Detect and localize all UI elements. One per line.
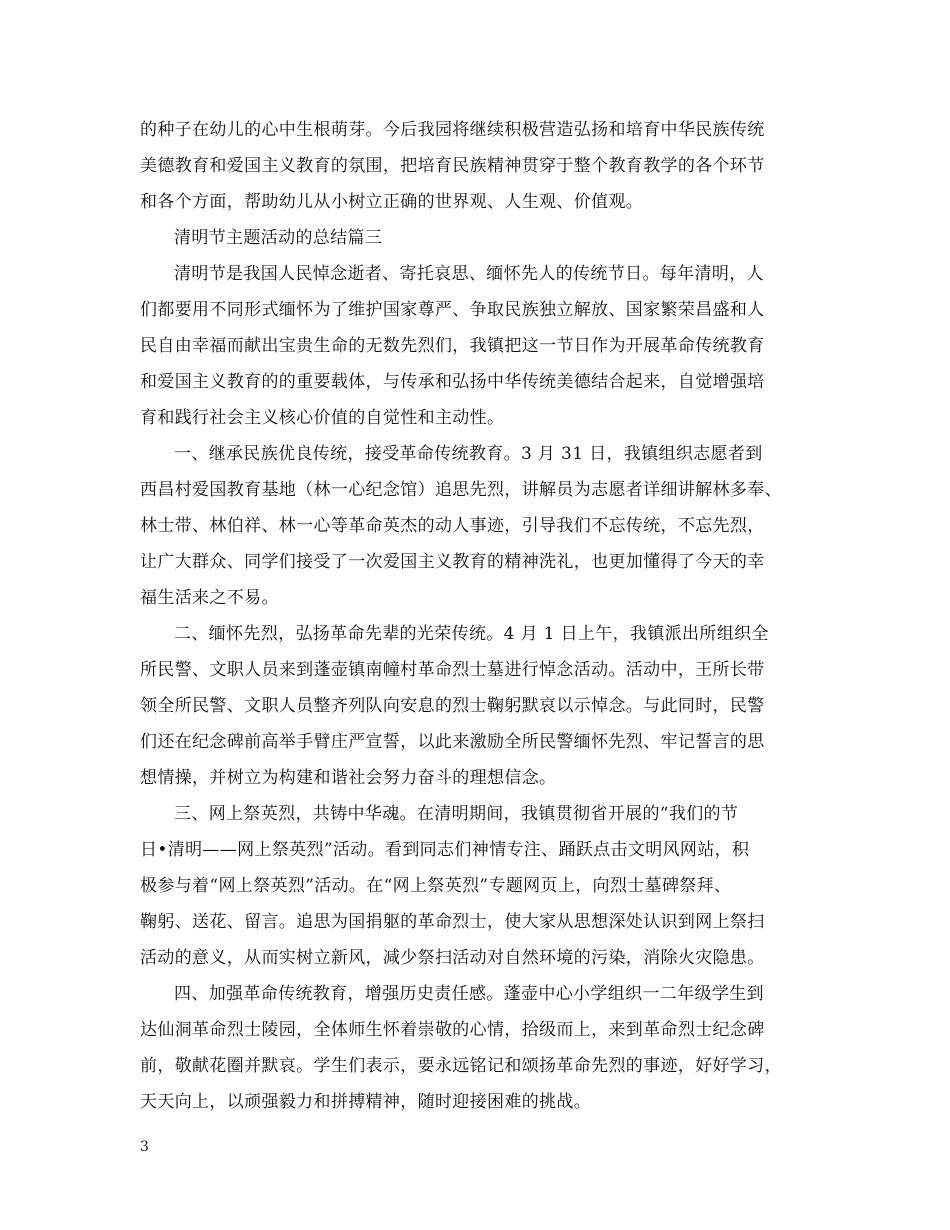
- text-line: 领全所民警、文职人员整齐列队向安息的烈士鞠躬默哀以示悼念。与此同时，民警: [140, 696, 765, 716]
- text-line: 二、缅怀先烈，弘扬革命先辈的光荣传统。4 月 1 日上午，我镇派出所组织全: [174, 624, 769, 644]
- text-line: 清明节主题活动的总结篇三: [174, 228, 383, 248]
- text-line: 前，敬献花圈并默哀。学生们表示，要永远铭记和颂扬革命先烈的事迹，好好学习，: [140, 1056, 782, 1076]
- text-line: 的种子在幼儿的心中生根萌芽。今后我园将继续积极营造弘扬和培育中华民族传统: [140, 120, 765, 140]
- text-line: 活动的意义，从而实树立新风，减少祭扫活动对自然环境的污染，消除火灾隐患。: [140, 948, 765, 968]
- text-line: 西昌村爱国教育基地（林一心纪念馆）追思先烈，讲解员为志愿者详细讲解林多奉、: [140, 480, 782, 500]
- text-line: 鞠躬、送花、留言。追思为国捐躯的革命烈士，使大家从思想深处认识到网上祭扫: [140, 912, 765, 932]
- text-line: 福生活来之不易。: [140, 588, 279, 608]
- text-line: 极参与着“网上祭英烈”活动。在“网上祭英烈”专题网页上，向烈士墓碑祭拜、: [140, 876, 732, 896]
- text-line: 和爱国主义教育的的重要载体，与传承和弘扬中华传统美德结合起来，自觉增强培: [140, 372, 765, 392]
- text-line: 想情操，并树立为构建和谐社会努力奋斗的理想信念。: [140, 768, 557, 788]
- text-line: 育和践行社会主义核心价值的自觉性和主动性。: [140, 408, 505, 428]
- text-line: 所民警、文职人员来到蓬壶镇南幢村革命烈士墓进行悼念活动。活动中，王所长带: [140, 660, 765, 680]
- text-line: 让广大群众、同学们接受了一次爱国主义教育的精神洗礼，也更加懂得了今天的幸: [140, 552, 765, 572]
- document-body: [140, 112, 820, 1120]
- text-line: 林士带、林伯祥、林一心等革命英杰的动人事迹，引导我们不忘传统，不忘先烈，: [140, 516, 765, 536]
- text-line: 美德教育和爱国主义教育的氛围，把培育民族精神贯穿于整个教育教学的各个环节: [140, 156, 765, 176]
- text-line: 民自由幸福而献出宝贵生命的无数先烈们，我镇把这一节日作为开展革命传统教育: [140, 336, 765, 356]
- text-line: 日•清明——网上祭英烈”活动。看到同志们神情专注、踊跃点击文明风网站，积: [140, 840, 750, 860]
- document-page: [140, 112, 820, 1120]
- text-line: 天天向上，以顽强毅力和拼搏精神，随时迎接困难的挑战。: [140, 1092, 592, 1112]
- text-line: 们还在纪念碑前高举手臂庄严宣誓，以此来激励全所民警缅怀先烈、牢记誓言的思: [140, 732, 765, 752]
- page-number: 3: [140, 1139, 149, 1155]
- text-line: 达仙洞革命烈士陵园，全体师生怀着崇敬的心情，拾级而上，来到革命烈士纪念碑: [140, 1020, 765, 1040]
- text-line: 们都要用不同形式缅怀为了维护国家尊严、争取民族独立解放、国家繁荣昌盛和人: [140, 300, 765, 320]
- text-line: 一、继承民族优良传统，接受革命传统教育。3 月 31 日，我镇组织志愿者到: [174, 444, 763, 464]
- text-line: 三、网上祭英烈，共铸中华魂。在清明期间，我镇贯彻省开展的“我们的节: [174, 804, 739, 824]
- text-line: 清明节是我国人民悼念逝者、寄托哀思、缅怀先人的传统节日。每年清明，人: [174, 264, 764, 284]
- text-line: 四、加强革命传统教育，增强历史责任感。蓬壶中心小学组织一二年级学生到: [174, 984, 764, 1004]
- text-line: 和各个方面，帮助幼儿从小树立正确的世界观、人生观、价值观。: [140, 192, 644, 212]
